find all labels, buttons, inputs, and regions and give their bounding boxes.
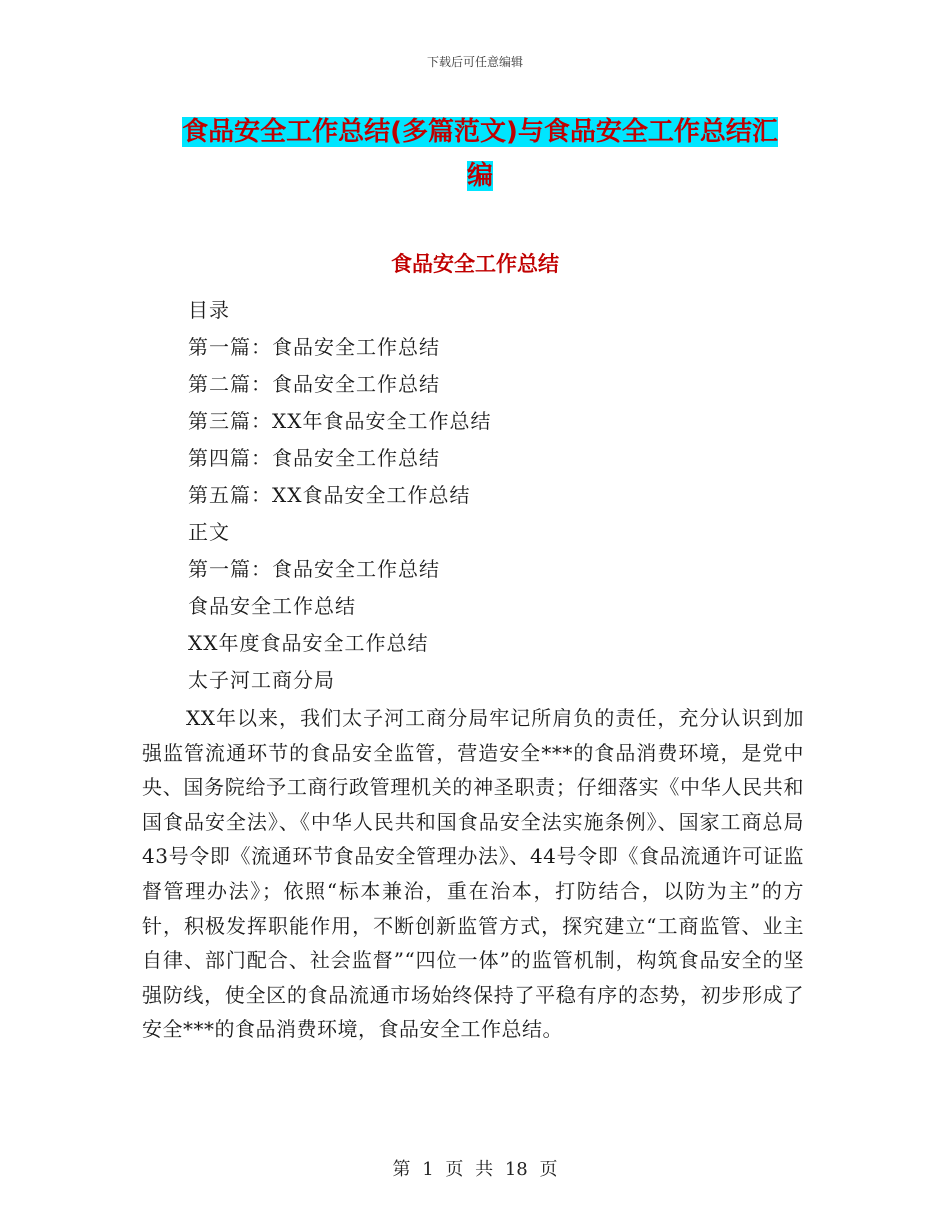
toc-line: 第四篇：食品安全工作总结: [188, 446, 440, 470]
document-title-line1: 食品安全工作总结(多篇范文)与食品安全工作总结汇: [182, 117, 778, 147]
toc-line: XX年度食品安全工作总结: [188, 631, 429, 655]
toc-line: 太子河工商分局: [188, 668, 335, 692]
page-footer: 第 1 页 共 18 页: [392, 1159, 558, 1180]
document-title-line2: 编: [466, 161, 493, 191]
toc-line: 正文: [188, 520, 230, 544]
toc-line: 目录: [188, 298, 230, 322]
table-of-contents: [188, 292, 808, 699]
toc-line: 第五篇：XX食品安全工作总结: [188, 483, 471, 507]
toc-line: 第二篇：食品安全工作总结: [188, 372, 440, 396]
toc-line: 食品安全工作总结: [188, 594, 356, 618]
toc-line: 第一篇：食品安全工作总结: [188, 335, 440, 359]
document-title: [150, 110, 810, 198]
toc-line: 第三篇：XX年食品安全工作总结: [188, 409, 492, 433]
section-title: 食品安全工作总结: [391, 252, 559, 276]
header-note: 下载后可任意编辑: [426, 55, 523, 69]
body-paragraph: XX年以来，我们太子河工商分局牢记所肩负的责任，充分认识到加强监管流通环节的食品安全监管，营造安全***的食品消费环境，是党中央、国务院给予工商行政管理机关的神圣职责；仔细落实《中华人民共和国食品安全法》、《中华人民共和国食品安全法实施条例》、国家工商总局43号令即《流通环节食品安全管理办法》、44号令即《食品流通许可证监督管理办法》；依照“标本兼治，重在治本，打防结合，以防为主”的方针，积极发挥职能作用，不断创新监管方式，探究建立“工商监管、业主自律、部门配合、社会监督”“四位一体”的监管机制，构筑食品安全的坚强防线，使全区的食品流通市场始终保持了平稳有序的态势，初步形成了安全***的食品消费环境，食品安全工作总结。: [142, 706, 804, 1042]
toc-line: 第一篇：食品安全工作总结: [188, 557, 440, 581]
